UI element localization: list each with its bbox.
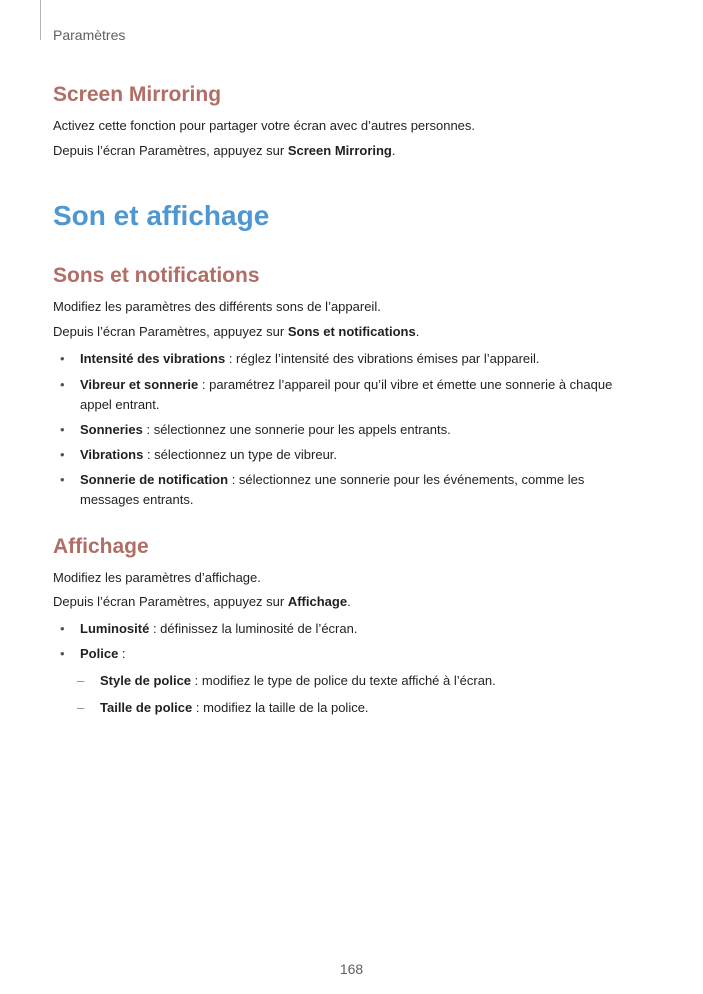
bullet-icon: • [60,351,65,366]
affichage-path [53,593,351,611]
affichage-description: Modifiez les paramètres d’affichage. [53,570,261,585]
bullet-icon: • [60,472,65,487]
running-header: Paramètres [53,27,126,43]
page-number: 168 [339,961,364,977]
affichage-heading: Affichage [53,535,149,558]
path-suffix: . [391,143,396,158]
bullet-icon: • [60,646,65,661]
bullet-icon: • [60,377,65,392]
list-item [53,349,633,369]
sons-notifications-path [53,323,419,341]
path-suffix: . [415,324,420,339]
item-term: Taille de police [100,700,193,715]
item-text: : définissez la luminosité de l’écran. [149,621,358,636]
item-term: Sonneries [80,422,143,437]
item-text: : sélectionnez une sonnerie pour les événements, comme les messages entrants. [80,472,585,507]
list-item [53,619,633,639]
item-term: Luminosité [80,621,150,636]
path-target: Screen Mirroring [287,143,392,158]
list-item [53,375,633,415]
item-text: : sélectionnez une sonnerie pour les appels entrants. [142,422,451,437]
item-term: Vibrations [80,447,144,462]
item-text: : modifiez la taille de la police. [192,700,369,715]
dash-icon: – [77,700,85,715]
screen-mirroring-path [53,142,396,160]
sons-notifications-description: Modifiez les paramètres des différents sons de l’appareil. [53,299,381,314]
item-term: Intensité des vibrations [80,351,226,366]
path-target: Sons et notifications [287,324,416,339]
dash-icon: – [77,673,85,688]
bullet-icon: • [60,447,65,462]
item-term: Vibreur et sonnerie [80,377,199,392]
list-item [53,470,613,510]
item-term: Police [80,646,119,661]
item-text: : modifiez le type de police du texte affiché à l’écran. [191,673,496,688]
path-suffix: . [347,594,351,609]
sub-list-item [53,698,633,718]
bullet-icon: • [60,621,65,636]
path-prefix: Depuis l’écran Paramètres, appuyez sur [53,143,288,158]
list-item [53,445,633,465]
screen-mirroring-heading: Screen Mirroring [53,83,222,106]
item-term: Style de police [100,673,192,688]
sons-notifications-heading: Sons et notifications [53,264,260,287]
item-text: : sélectionnez un type de vibreur. [143,447,338,462]
path-prefix: Depuis l’écran Paramètres, appuyez sur [53,324,288,339]
path-prefix: Depuis l’écran Paramètres, appuyez sur [53,594,288,609]
list-item [53,644,633,664]
item-text: : paramétrez l’appareil pour qu’il vibre et émette une sonnerie à chaque appel entrant. [80,377,613,412]
list-item [53,420,633,440]
item-term: Sonnerie de notification [80,472,229,487]
section-title-son-affichage: Son et affichage [53,200,270,231]
item-text: : [118,646,126,661]
path-target: Affichage [287,594,348,609]
margin-rule [40,0,41,40]
sub-list-item [53,671,633,691]
item-text: : réglez l’intensité des vibrations émises par l’appareil. [225,351,540,366]
bullet-icon: • [60,422,65,437]
screen-mirroring-description: Activez cette fonction pour partager votre écran avec d’autres personnes. [53,118,476,133]
